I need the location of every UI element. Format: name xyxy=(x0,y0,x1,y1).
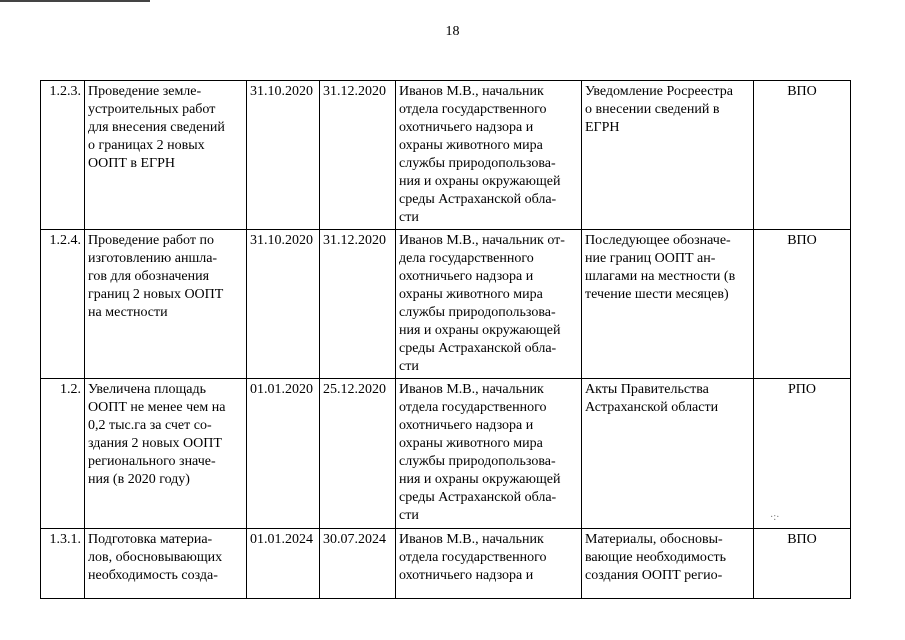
activity-name-text: Проведение земле- устроительных работ для внесения сведений о границах 2 новых ООПТ в ЕГРН xyxy=(88,84,225,171)
end-date-cell: 31.12.2020 xyxy=(320,81,396,230)
item-number-cell: 1.2. xyxy=(41,379,85,529)
activity-name-cell xyxy=(85,379,247,529)
start-date-cell: 31.10.2020 xyxy=(247,81,320,230)
level-cell: ВПО xyxy=(754,529,851,599)
start-date-cell: 01.01.2024 xyxy=(247,529,320,599)
top-rule xyxy=(0,0,150,2)
activity-name-cell xyxy=(85,81,247,230)
result-text: Материалы, обосновы- вающие необходимость создания ООПТ регио- xyxy=(585,532,726,583)
scan-artifact: ·:· xyxy=(770,512,780,523)
result-cell xyxy=(582,379,754,529)
item-number-cell: 1.2.3. xyxy=(41,81,85,230)
result-cell xyxy=(582,529,754,599)
end-date-cell: 31.12.2020 xyxy=(320,230,396,379)
result-text: Акты Правительства Астраханской области xyxy=(585,382,719,415)
page-number: 18 xyxy=(445,24,460,39)
table-row xyxy=(41,230,851,379)
start-date-cell: 31.10.2020 xyxy=(247,230,320,379)
activity-name-text: Проведение работ по изготовлению аншла- гов для обозначения границ 2 новых ООПТ на местности xyxy=(88,233,224,320)
result-cell xyxy=(582,81,754,230)
start-date-cell: 01.01.2020 xyxy=(247,379,320,529)
responsible-text: Иванов М.В., начальник отдела государственного охотничьего надзора и охраны животного мира службы природопользова- ния и охраны окружающей среды Астраханской обла- сти xyxy=(399,84,561,225)
table-row xyxy=(41,81,851,230)
result-text: Уведомление Росреестра о внесении сведений в ЕГРН xyxy=(585,84,733,135)
activity-name-cell xyxy=(85,230,247,379)
activity-name-text: Увеличена площадь ООПТ не менее чем на 0,2 тыс.га за счет со- здания 2 новых ООПТ регионального значе- ния (в 2020 году) xyxy=(88,382,226,487)
responsible-cell xyxy=(396,81,582,230)
result-cell xyxy=(582,230,754,379)
table-row xyxy=(41,529,851,599)
responsible-text: Иванов М.В., начальник отдела государственного охотничьего надзора и охраны животного мира службы природопользова- ния и охраны окружающей среды Астраханской обла- сти xyxy=(399,382,561,523)
responsible-text: Иванов М.В., начальник отдела государственного охотничьего надзора и xyxy=(399,532,547,583)
responsible-cell xyxy=(396,529,582,599)
responsible-text: Иванов М.В., начальник от- дела государственного охотничьего надзора и охраны животного мира службы природопользова- ния и охраны окружающей среды Астраханской обла- сти xyxy=(399,233,565,374)
plan-table xyxy=(40,80,851,599)
activity-name-cell xyxy=(85,529,247,599)
responsible-cell xyxy=(396,379,582,529)
result-text: Последующее обозначе- ние границ ООПТ ан- шлагами на местности (в течение шести месяцев) xyxy=(585,233,736,302)
end-date-cell: 25.12.2020 xyxy=(320,379,396,529)
item-number-cell: 1.2.4. xyxy=(41,230,85,379)
item-number-cell: 1.3.1. xyxy=(41,529,85,599)
level-cell: РПО xyxy=(754,379,851,529)
level-cell: ВПО xyxy=(754,81,851,230)
activity-name-text: Подготовка материа- лов, обосновывающих необходимость созда- xyxy=(88,532,223,583)
responsible-cell xyxy=(396,230,582,379)
level-cell: ВПО xyxy=(754,230,851,379)
table-row xyxy=(41,379,851,529)
end-date-cell: 30.07.2024 xyxy=(320,529,396,599)
